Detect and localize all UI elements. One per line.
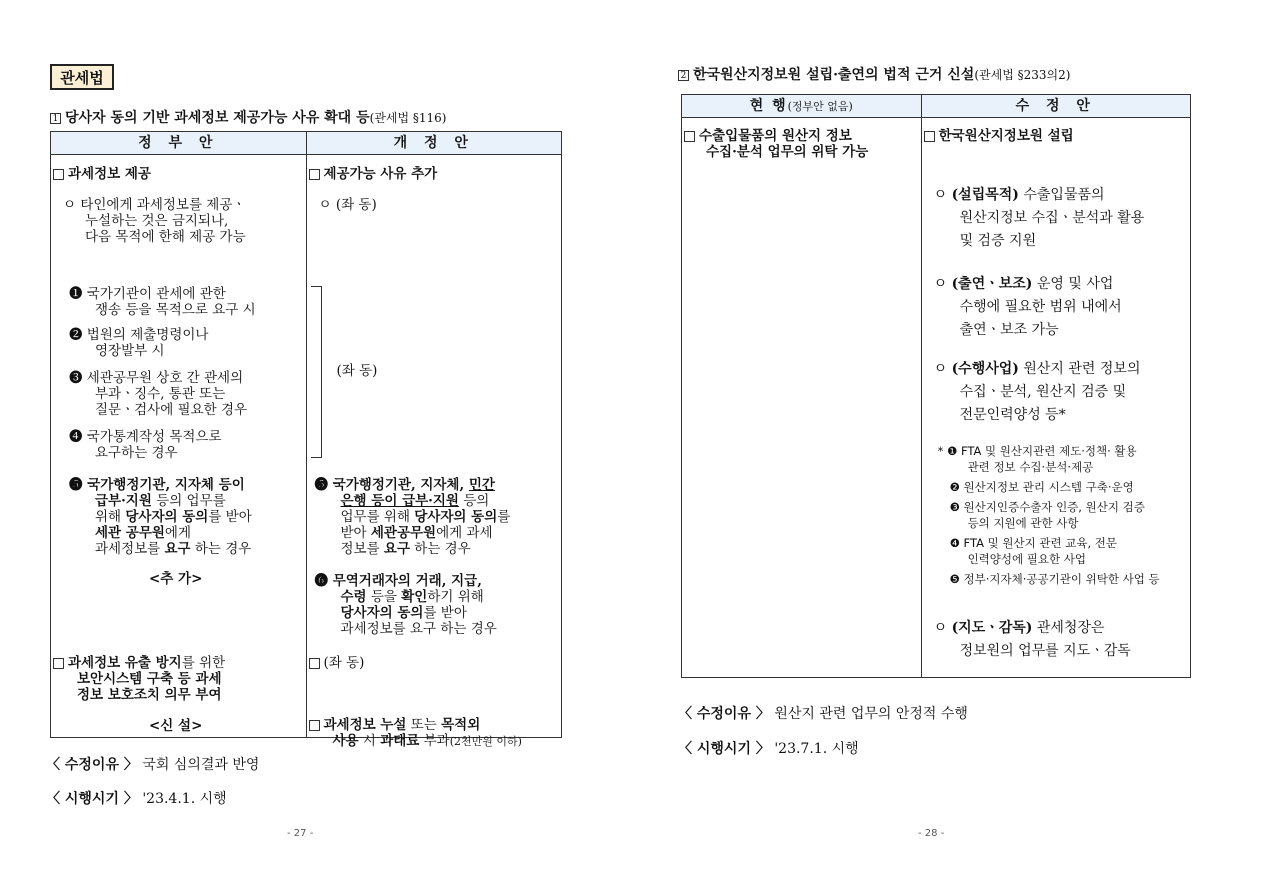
gov-heading-1: 과세정보 제공 xyxy=(53,166,151,182)
gov-new-marker: <신 설> xyxy=(149,718,203,734)
col-header-gov: 정 부 안 xyxy=(51,132,307,155)
revised-cell xyxy=(921,118,1190,678)
reason-line-2: 〈 수정이유 〉 원산지 관련 업무의 안정적 수행 xyxy=(678,706,968,722)
revised-funding: ㅇ (출연ㆍ보조) 운영 및 사업 수행에 필요한 범위 내에서 출연ㆍ보조 가능 xyxy=(933,276,1122,338)
rev-cell xyxy=(306,155,562,749)
section-title-1: 1 당사자 동의 기반 과세정보 제공가능 사유 확대 등(관세법 §116) xyxy=(50,107,446,127)
gov-item-2: ❷ 법원의 제출명령이나 영장발부 시 xyxy=(69,327,209,359)
law-tag: 관세법 xyxy=(50,64,114,90)
date-line-1: 〈 시행시기 〉 '23.4.1. 시행 xyxy=(46,791,227,807)
col-header-current: 현 행(정부안 없음) xyxy=(682,95,922,118)
revised-projects: ㅇ (수행사업) 원산지 관련 정보의 수집ㆍ분석, 원산지 검증 및 전문인력양성 등* xyxy=(933,361,1141,423)
page-number-28: - 28 - xyxy=(918,828,945,839)
gov-add-marker: <추 가> xyxy=(149,571,203,587)
bracket xyxy=(311,286,322,458)
rev-heading-3: 과세정보 누설 또는 목적외 사용 시 과태료 부과(2천만원 이하) xyxy=(309,717,522,750)
gov-item-5: ❺ 국가행정기관, 지자체 등이 급부·지원 등의 업무를 위해 당사자의 동의를 받아 세관 공무원에게 과세정보를 요구 하는 경우 xyxy=(69,477,252,557)
page-number-27: - 27 - xyxy=(287,828,314,839)
rev-item-5: ❺ 국가행정기관, 지자체, 민간 은행 등이 급부·지원 등의 업무를 위해 당사자의 동의를 받아 세관공무원에게 과세 정보를 요구 하는 경우 xyxy=(314,477,511,557)
comparison-table-2 xyxy=(681,94,1191,678)
rev-same-1: ㅇ (좌 동) xyxy=(318,197,377,213)
date-line-2: 〈 시행시기 〉 '23.7.1. 시행 xyxy=(678,741,859,757)
rev-heading-1: 제공가능 사유 추가 xyxy=(309,166,438,182)
revised-purpose: ㅇ (설립목적) 수출입물품의 원산지정보 수집ㆍ분석과 활용 및 검증 지원 xyxy=(933,187,1145,249)
reason-line-1: 〈 수정이유 〉 국회 심의결과 반영 xyxy=(46,757,260,773)
current-item: 수출입물품의 원산지 정보 수집·분석 업무의 위탁 가능 xyxy=(684,128,868,160)
gov-cell xyxy=(51,155,307,738)
gov-item-3: ❸ 세관공무원 상호 간 관세의 부과ㆍ징수, 통관 또는 질문ㆍ검사에 필요한 경우 xyxy=(69,370,248,418)
revised-heading: 한국원산지정보원 설립 xyxy=(924,128,1074,144)
revised-footnotes: * ❶ FTA 및 원산지관련 제도·정책· 활용 관련 정보 수집·분석·제공 ❷ 원산지정보 관리 시스템 구축·운영 ❸ 원산지인증수출자 인증, 원산지 검증 등의 지원에 관한 사항 ❹ FTA 및 원산지 관련 교육, 전문 인력양성에 필요한 사업 ❺ 정부·지자체·공공기관이 위탁한 사업 등 xyxy=(937,444,1160,586)
rev-same-3: (좌 동) xyxy=(309,655,365,671)
gov-item-4: ❹ 국가통계작성 목적으로 요구하는 경우 xyxy=(69,429,222,461)
rev-same-2: (좌 동) xyxy=(336,363,378,379)
section-number-box: 1 xyxy=(50,113,61,124)
current-cell xyxy=(682,118,922,678)
col-header-revised: 수 정 안 xyxy=(921,95,1190,118)
gov-paragraph-1: ㅇ 타인에게 과세정보를 제공ㆍ 누설하는 것은 금지되나, 다음 목적에 한해 제공 가능 xyxy=(63,197,246,245)
comparison-table-1 xyxy=(50,131,562,749)
section-title-2: 2 한국원산지정보원 설립·출연의 법적 근거 신설(관세법 §233의2) xyxy=(678,64,1070,84)
rev-item-6: ❻ 무역거래자의 거래, 지급, 수령 등을 확인하기 위해 당사자의 동의를 받아 과세정보를 요구 하는 경우 xyxy=(314,573,497,637)
gov-heading-2: 과세정보 유출 방지를 위한 보안시스템 구축 등 과세 정보 보호조치 의무 부여 xyxy=(53,655,225,703)
gov-item-1: ❶ 국가기관이 관세에 관한 쟁송 등을 목적으로 요구 시 xyxy=(69,286,256,318)
section-number-box-2: 2 xyxy=(678,70,689,81)
revised-supervision: ㅇ (지도ㆍ감독) 관세청장은 정보원의 업무를 지도ㆍ감독 xyxy=(933,620,1131,659)
col-header-rev: 개 정 안 xyxy=(306,132,562,155)
